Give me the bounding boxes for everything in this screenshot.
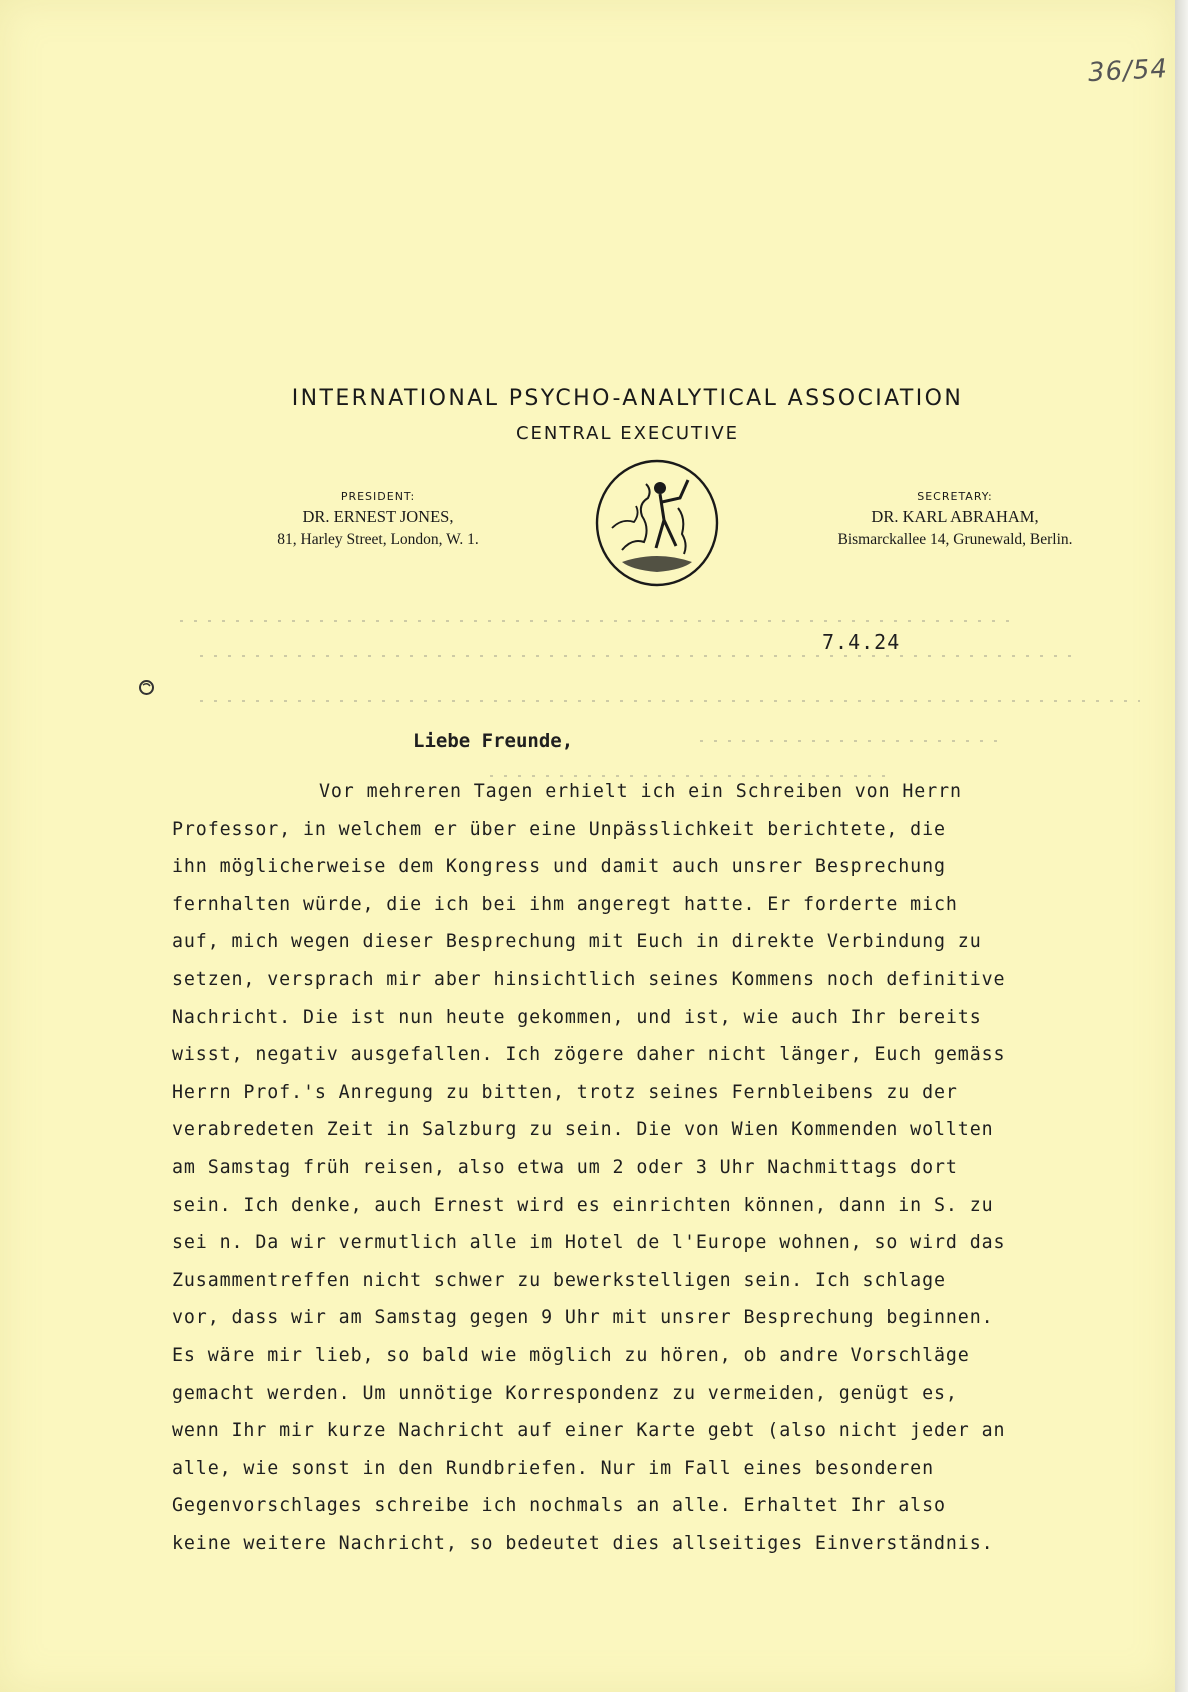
body-line: Professor, in welchem er über eine Unpässlichkeit berichtete, die [172,818,946,840]
body-line: sei n. Da wir vermutlich alle im Hotel de l'Europe wohnen, so wird das [172,1232,1006,1254]
body-line: keine weitere Nachricht, so bedeutet dies allseitiges Einverständnis. [172,1532,994,1554]
body-line: alle, wie sonst in den Rundbriefen. Nur im Fall eines besonderen [172,1457,934,1479]
body-line: Vor mehreren Tagen erhielt ich ein Schreiben von Herrn [319,781,962,802]
body-line: vor, dass wir am Samstag gegen 9 Uhr mit unsrer Besprechung beginnen. [172,1307,994,1329]
body-line: Herrn Prof.'s Anregung zu bitten, trotz seines Fernbleibens zu der [172,1081,958,1103]
faint-bleed-through-line [200,655,1080,657]
body-line: ihn möglicherweise dem Kongress und damit auch unsrer Besprechung [172,856,946,878]
faint-bleed-through-line [700,740,1000,742]
page-edge-shadow [1175,0,1188,1692]
president-address: 81, Harley Street, London, W. 1. [277,531,479,548]
letter-body [172,773,1168,1562]
body-line: Es wäre mir lieb, so bald wie möglich zu hören, ob andre Vorschläge [172,1344,970,1366]
secretary-name: DR. KARL ABRAHAM, [871,507,1039,526]
body-line: gemacht werden. Um unnötige Korrespondenz zu vermeiden, genügt es, [172,1382,958,1404]
body-line: setzen, versprach mir aber hinsichtlich seines Kommens noch definitive [172,968,1006,990]
secretary-address: Bismarckallee 14, Grunewald, Berlin. [837,531,1073,548]
body-line: Zusammentreffen nicht schwer zu bewerkstelligen sein. Ich schlage [172,1269,946,1291]
president-name: DR. ERNEST JONES, [302,507,454,526]
president-role: PRESIDENT: [340,490,416,503]
body-line: sein. Ich denke, auch Ernest wird es einrichten können, dann in S. zu [172,1194,994,1216]
letter-date: 7.4.24 [822,630,901,654]
archive-number: 36/54 [1087,53,1169,89]
oedipus-sphinx-seal-icon [592,458,722,588]
punch-hole-mark-icon [138,679,155,696]
body-line: verabredeten Zeit in Salzburg zu sein. Die von Wien Kommenden wollten [172,1119,994,1141]
body-line: fernhalten würde, die ich bei ihm angeregt hatte. Er forderte mich [172,893,958,915]
body-line: wenn Ihr mir kurze Nachricht auf einer Karte gebt (also nicht jeder an [172,1420,1006,1442]
salutation: Liebe Freunde, [413,730,574,752]
organization-subtitle: CENTRAL EXECUTIVE [515,423,740,444]
body-line: am Samstag früh reisen, also etwa um 2 oder 3 Uhr Nachmittags dort [172,1156,958,1178]
body-line: auf, mich wegen dieser Besprechung mit Euch in direkte Verbindung zu [172,931,982,953]
body-line: Gegenvorschlages schreibe ich nochmals an alle. Erhaltet Ihr also [172,1495,946,1517]
body-line: wisst, negativ ausgefallen. Ich zögere daher nicht länger, Euch gemäss [172,1044,1006,1066]
president-block [228,490,528,549]
body-line: Nachricht. Die ist nun heute gekommen, und ist, wie auch Ihr bereits [172,1006,982,1028]
secretary-block [790,490,1120,549]
secretary-role: SECRETARY: [917,490,993,503]
organization-title: INTERNATIONAL PSYCHO-ANALYTICAL ASSOCIATION [291,386,964,411]
faint-bleed-through-line [200,700,1140,702]
faint-bleed-through-line [180,620,1010,622]
